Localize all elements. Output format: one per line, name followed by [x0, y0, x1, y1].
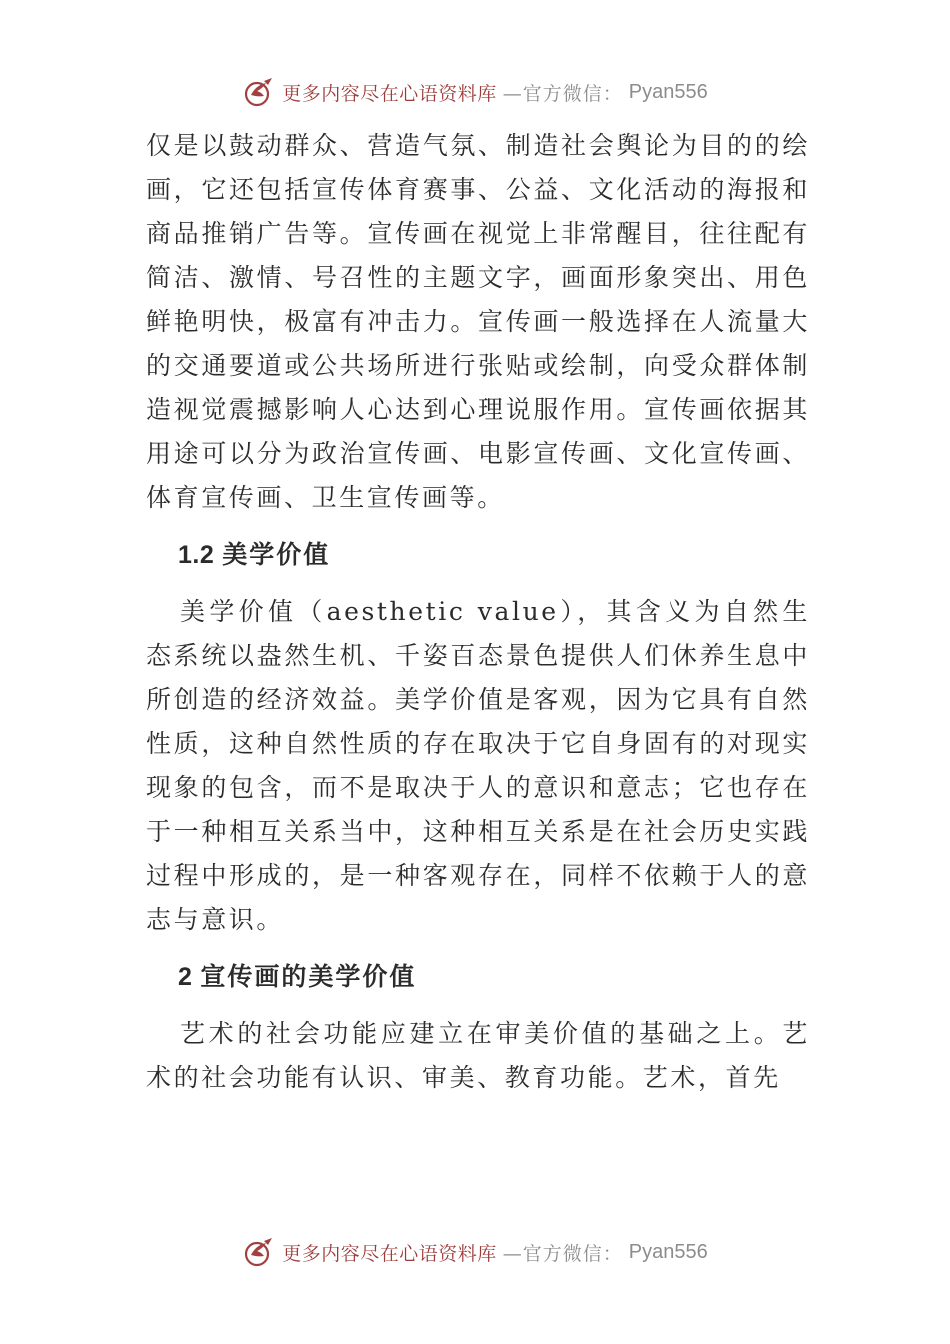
footer-wechat-id: Pyan556: [628, 1240, 708, 1263]
section-heading-2: [146, 955, 810, 999]
footer-watermark: [0, 1232, 950, 1272]
brand-logo-icon: [242, 1235, 276, 1269]
footer-contact-text: —官方微信：: [502, 1242, 623, 1265]
spacer: [146, 520, 810, 533]
heading-title: 宣传画的美学价值: [200, 962, 417, 991]
heading-number: 2: [178, 963, 193, 991]
header-wechat-id: Pyan556: [628, 80, 708, 103]
header-watermark: [0, 72, 950, 112]
spacer: [146, 577, 810, 590]
paragraph-3: 艺术的社会功能应建立在审美价值的基础之上。艺术的社会功能有认识、审美、教育功能。艺术，首先: [146, 1019, 810, 1092]
header-contact-text: —官方微信：: [502, 82, 623, 105]
footer-brand-text: 更多内容尽在心语资料库: [282, 1242, 497, 1265]
footer-watermark-inner: [242, 1235, 708, 1269]
brand-logo-icon: [242, 75, 276, 109]
spacer: [146, 999, 810, 1012]
paragraph-2: 美学价值（aesthetic value），其含义为自然生态系统以盎然生机、千姿百态景色提供人们休养生息中所创造的经济效益。美学价值是客观，因为它具有自然性质，这种自然性质的存在取决于它自身固有的对现实现象的包含，而不是取决于人的意识和意志；它也存在于一种相互关系当中，这种相互关系是在社会历史实践过程中形成的，是一种客观存在，同样不依赖于人的意志与意识。: [146, 597, 810, 934]
paragraph-1: 仅是以鼓动群众、营造气氛、制造社会舆论为目的的绘画，它还包括宣传体育赛事、公益、文化活动的海报和商品推销广告等。宣传画在视觉上非常醒目，往往配有简洁、激情、号召性的主题文字，画面形象突出、用色鲜艳明快，极富有冲击力。宣传画一般选择在人流量大的交通要道或公共场所进行张贴或绘制，向受众群体制造视觉震撼影响人心达到心理说服作用。宣传画依据其用途可以分为政治宣传画、电影宣传画、文化宣传画、体育宣传画、卫生宣传画等。: [146, 131, 810, 512]
spacer: [146, 942, 810, 955]
header-watermark-inner: [242, 75, 708, 109]
section-heading-1-2: [146, 533, 810, 577]
header-brand-text: 更多内容尽在心语资料库: [282, 82, 497, 105]
heading-number: 1.2: [178, 541, 215, 569]
heading-title: 美学价值: [222, 540, 331, 569]
document-body: [146, 124, 810, 1100]
